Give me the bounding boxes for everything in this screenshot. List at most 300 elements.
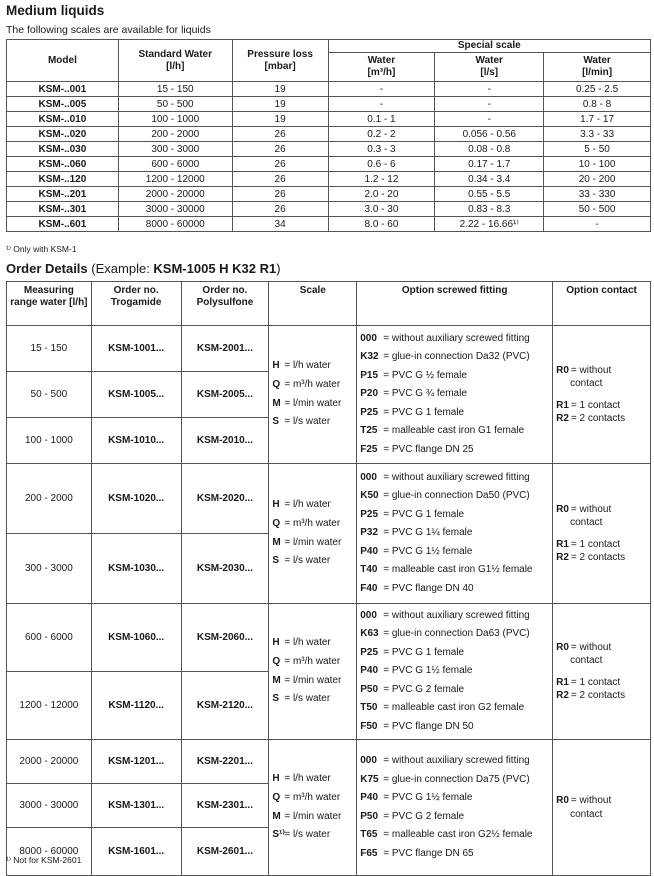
order-no-cell: KSM-2120... [181, 672, 269, 740]
value-cell: 19 [232, 112, 328, 127]
scale-desc: = l/h water [284, 359, 331, 371]
fitting-desc: = PVC G 1½ female [383, 665, 473, 677]
value-cell: - [328, 97, 435, 112]
order-no-cell: KSM-1020... [91, 464, 181, 534]
fitting-option [360, 422, 549, 441]
fitting-desc: = PVC flange DN 65 [383, 847, 474, 859]
fitting-option [360, 625, 549, 644]
fitting-code: T40 [360, 564, 378, 576]
fitting-desc: = without auxiliary screwed fitting [383, 609, 530, 621]
contact-option [556, 516, 647, 530]
value-cell: 300 - 3000 [118, 142, 232, 157]
value-cell: 19 [232, 82, 328, 97]
contact-code: R1 [556, 676, 569, 688]
model-cell: KSM-..060 [7, 157, 119, 172]
header-water-m3h: Water [m³/h] [328, 53, 435, 82]
value-cell: 0.34 - 3.4 [435, 172, 544, 187]
scale-option [272, 413, 353, 432]
header-fitting: Option screwed fitting [357, 282, 553, 326]
fitting-option [360, 845, 549, 864]
fitting-option [360, 789, 549, 808]
contact-option [556, 412, 647, 426]
scale-desc: = m³/h water [284, 791, 341, 803]
scale-option [272, 634, 353, 653]
fitting-desc: = PVC G 1 female [383, 406, 465, 418]
fitting-code: 000 [360, 471, 377, 483]
range-cell: 8000 - 60000 [7, 828, 92, 876]
contact-option [556, 808, 647, 822]
scale-code: S [272, 555, 280, 567]
scale-desc: = l/h water [284, 636, 331, 648]
contact-options [553, 464, 651, 604]
value-cell: 600 - 6000 [118, 157, 232, 172]
fitting-code: F50 [360, 720, 378, 732]
value-cell: 0.1 - 1 [328, 112, 435, 127]
fitting-desc: = PVC G 2 female [383, 683, 465, 695]
scale-desc: = l/h water [284, 498, 331, 510]
order-row [7, 326, 651, 372]
value-cell: 2.0 - 20 [328, 187, 435, 202]
contact-desc: = 1 contact [570, 538, 621, 550]
fitting-code: T25 [360, 425, 378, 437]
value-cell: 0.08 - 0.8 [435, 142, 544, 157]
scale-desc: = l/s water [284, 416, 331, 428]
value-cell: 8.0 - 60 [328, 217, 435, 232]
fitting-desc: = glue-in connection Da63 (PVC) [383, 628, 530, 640]
scale-code: H [272, 636, 280, 648]
fitting-option [360, 718, 549, 737]
fitting-option [360, 752, 549, 771]
order-no-cell: KSM-2301... [181, 784, 269, 828]
contact-code: R2 [556, 690, 569, 701]
contact-desc: = 2 contacts [570, 552, 626, 563]
scales-table [6, 39, 651, 232]
value-cell: - [435, 97, 544, 112]
order-no-cell: KSM-2005... [181, 372, 269, 418]
value-cell: 0.25 - 2.5 [544, 82, 651, 97]
value-cell: 0.55 - 5.5 [435, 187, 544, 202]
value-cell: 1200 - 12000 [118, 172, 232, 187]
fitting-option [360, 348, 549, 367]
fitting-desc: = glue-in connection Da32 (PVC) [383, 351, 530, 363]
value-cell: - [328, 82, 435, 97]
scale-code: H [272, 498, 280, 510]
order-table [6, 281, 651, 876]
spacer [556, 530, 647, 538]
order-footnote: ¹⁾ Not for KSM-2601 [6, 855, 82, 865]
order-no-cell: KSM-1001... [91, 326, 181, 372]
scale-desc: = l/min water [284, 536, 342, 548]
order-no-cell: KSM-1301... [91, 784, 181, 828]
fitting-option [360, 487, 549, 506]
contact-desc: = without [570, 503, 612, 515]
scale-row [7, 172, 651, 187]
fitting-desc: = without auxiliary screwed fitting [383, 471, 530, 483]
value-cell: 0.3 - 3 [328, 142, 435, 157]
scale-options [269, 604, 357, 740]
contact-option [556, 641, 647, 655]
fitting-desc: = PVC G 1¼ female [383, 527, 473, 539]
fitting-option [360, 644, 549, 663]
contact-option [556, 399, 647, 413]
contact-desc: = 2 contacts [570, 413, 626, 424]
scale-row [7, 217, 651, 232]
fitting-option [360, 469, 549, 488]
fitting-code: F40 [360, 582, 378, 594]
value-cell: 0.17 - 1.7 [435, 157, 544, 172]
fitting-option [360, 543, 549, 562]
scale-option [272, 770, 353, 789]
fitting-option [360, 699, 549, 718]
range-cell: 200 - 2000 [7, 464, 92, 534]
scale-code: Q [272, 378, 281, 390]
value-cell: 50 - 500 [118, 97, 232, 112]
order-no-cell: KSM-2010... [181, 418, 269, 464]
value-cell: 34 [232, 217, 328, 232]
contact-option [556, 654, 647, 668]
value-cell: 15 - 150 [118, 82, 232, 97]
range-cell: 300 - 3000 [7, 534, 92, 604]
scale-row [7, 127, 651, 142]
scale-code: Q [272, 655, 281, 667]
fitting-code: P40 [360, 792, 379, 803]
fitting-option [360, 385, 549, 404]
scale-option [272, 496, 353, 515]
scale-desc: = l/h water [284, 772, 331, 784]
order-no-cell: KSM-2201... [181, 740, 269, 784]
order-no-cell: KSM-2060... [181, 604, 269, 672]
header-scale: Scale [269, 282, 357, 326]
scale-desc: = m³/h water [284, 655, 341, 667]
header-water-lmin: Water [l/min] [544, 53, 651, 82]
range-cell: 100 - 1000 [7, 418, 92, 464]
fitting-desc: = without auxiliary screwed fitting [383, 755, 530, 766]
scale-options [269, 464, 357, 604]
fitting-code: T50 [360, 702, 378, 714]
scale-option [272, 552, 353, 571]
scale-desc: = l/min water [284, 810, 342, 822]
fitting-code: 000 [360, 609, 377, 621]
range-cell: 3000 - 30000 [7, 784, 92, 828]
order-no-cell: KSM-1601... [91, 828, 181, 876]
fitting-desc: = PVC G 1½ female [383, 792, 473, 803]
fitting-option [360, 506, 549, 525]
scale-option [272, 357, 353, 376]
fitting-desc: = PVC G 1½ female [383, 545, 473, 557]
fitting-desc: = PVC flange DN 25 [383, 443, 474, 455]
contact-code: R0 [556, 503, 569, 515]
contact-code: R2 [556, 552, 569, 563]
fitting-desc: = PVC flange DN 50 [383, 720, 474, 732]
fitting-desc: = PVC G ¾ female [383, 388, 467, 400]
header-standard: Standard Water [l/h] [118, 40, 232, 82]
fitting-code: T65 [360, 829, 378, 840]
contact-option [556, 538, 647, 552]
scale-code: Q [272, 791, 281, 803]
fitting-code: F65 [360, 847, 378, 859]
fitting-code: K50 [360, 490, 379, 502]
model-cell: KSM-..005 [7, 97, 119, 112]
fitting-code: P25 [360, 508, 379, 520]
fitting-code: K63 [360, 628, 379, 640]
range-cell: 1200 - 12000 [7, 672, 92, 740]
header-polysulfone: Order no. Polysulfone [181, 282, 269, 326]
scale-code: S [272, 693, 280, 705]
order-no-cell: KSM-1201... [91, 740, 181, 784]
fitting-option [360, 681, 549, 700]
fitting-option [360, 404, 549, 423]
range-cell: 600 - 6000 [7, 604, 92, 672]
contact-options [553, 604, 651, 740]
fitting-option [360, 367, 549, 386]
contact-desc: = without [570, 795, 612, 806]
order-no-cell: KSM-1010... [91, 418, 181, 464]
spacer [556, 668, 647, 676]
order-no-cell: KSM-2030... [181, 534, 269, 604]
fitting-code: 000 [360, 332, 377, 344]
model-cell: KSM-..601 [7, 217, 119, 232]
scale-desc: = l/s water [284, 829, 331, 841]
value-cell: 3000 - 30000 [118, 202, 232, 217]
fitting-desc: = PVC G 1 female [383, 646, 465, 658]
scale-code: M [272, 397, 281, 409]
order-no-cell: KSM-1060... [91, 604, 181, 672]
contact-code: R0 [556, 364, 569, 376]
contact-desc: contact [570, 655, 603, 666]
scale-options [269, 326, 357, 464]
scale-code: S [272, 416, 280, 428]
order-no-cell: KSM-1030... [91, 534, 181, 604]
fitting-option [360, 441, 549, 460]
contact-desc: = 1 contact [570, 399, 621, 411]
value-cell: 3.0 - 30 [328, 202, 435, 217]
scale-row [7, 187, 651, 202]
medium-liquids-subtitle: The following scales are available for liquids [6, 24, 211, 36]
contact-desc: = without [570, 364, 612, 376]
fitting-code: P40 [360, 665, 379, 677]
value-cell: 26 [232, 172, 328, 187]
fitting-desc: = PVC flange DN 40 [383, 582, 474, 594]
value-cell: 26 [232, 187, 328, 202]
contact-desc: contact [570, 517, 603, 528]
fitting-desc: = malleable cast iron G2 female [383, 702, 525, 714]
fitting-code: P50 [360, 810, 379, 822]
contact-option [556, 377, 647, 391]
contact-options [553, 740, 651, 876]
value-cell: 0.8 - 8 [544, 97, 651, 112]
fitting-code: P25 [360, 406, 379, 418]
scale-option [272, 515, 353, 534]
fitting-option [360, 662, 549, 681]
scale-option [272, 808, 353, 827]
fitting-desc: = without auxiliary screwed fitting [383, 332, 530, 344]
fitting-code: P40 [360, 545, 379, 557]
medium-liquids-title: Medium liquids [6, 3, 105, 18]
fitting-desc: = malleable cast iron G1½ female [383, 564, 533, 576]
fitting-desc: = malleable cast iron G1 female [383, 425, 525, 437]
scale-row [7, 202, 651, 217]
value-cell: 2.22 - 16.66¹⁾ [435, 217, 544, 232]
contact-option [556, 689, 647, 703]
spacer [556, 391, 647, 399]
header-model: Model [7, 40, 119, 82]
fitting-option [360, 561, 549, 580]
fitting-code: F25 [360, 443, 378, 455]
header-special-scale: Special scale [328, 40, 650, 53]
value-cell: 100 - 1000 [118, 112, 232, 127]
value-cell: 0.6 - 6 [328, 157, 435, 172]
fitting-option [360, 330, 549, 349]
value-cell: 26 [232, 142, 328, 157]
model-cell: KSM-..020 [7, 127, 119, 142]
value-cell: 3.3 - 33 [544, 127, 651, 142]
fitting-option [360, 607, 549, 626]
scale-row [7, 82, 651, 97]
header-range: Measuring range water [l/h] [7, 282, 92, 326]
value-cell: 10 - 100 [544, 157, 651, 172]
contact-code: R2 [556, 413, 569, 424]
contact-option [556, 364, 647, 378]
fitting-desc: = PVC G ½ female [383, 369, 467, 381]
scale-desc: = m³/h water [284, 378, 341, 390]
value-cell: 19 [232, 97, 328, 112]
model-cell: KSM-..010 [7, 112, 119, 127]
scale-options [269, 740, 357, 876]
contact-desc: = 2 contacts [570, 690, 626, 701]
model-cell: KSM-..201 [7, 187, 119, 202]
scale-option [272, 534, 353, 553]
value-cell: - [544, 217, 651, 232]
value-cell: - [435, 112, 544, 127]
contact-option [556, 551, 647, 565]
scale-code: Q [272, 517, 281, 529]
contact-desc: = 1 contact [570, 676, 621, 688]
scale-row [7, 112, 651, 127]
scale-desc: = l/min water [284, 397, 342, 409]
scale-code: H [272, 359, 280, 371]
fitting-option [360, 808, 549, 827]
model-cell: KSM-..120 [7, 172, 119, 187]
value-cell: 50 - 500 [544, 202, 651, 217]
contact-code: R1 [556, 538, 569, 550]
order-no-cell: KSM-1005... [91, 372, 181, 418]
scale-code: M [272, 674, 281, 686]
fitting-options [357, 740, 553, 876]
contact-option [556, 676, 647, 690]
value-cell: 200 - 2000 [118, 127, 232, 142]
fitting-code: K32 [360, 351, 379, 363]
header-pressure: Pressure loss [mbar] [232, 40, 328, 82]
order-no-cell: KSM-2001... [181, 326, 269, 372]
contact-desc: contact [570, 378, 603, 389]
scales-footnote: ¹⁾ Only with KSM-1 [6, 244, 77, 254]
value-cell: 5 - 50 [544, 142, 651, 157]
value-cell: 26 [232, 202, 328, 217]
contact-desc: contact [570, 808, 603, 820]
value-cell: 1.7 - 17 [544, 112, 651, 127]
value-cell: 8000 - 60000 [118, 217, 232, 232]
scale-row [7, 157, 651, 172]
contact-code: R1 [556, 399, 569, 411]
header-water-ls: Water [l/s] [435, 53, 544, 82]
order-no-cell: KSM-1120... [91, 672, 181, 740]
fitting-code: P50 [360, 683, 379, 695]
value-cell: 1.2 - 12 [328, 172, 435, 187]
scale-desc: = m³/h water [284, 517, 341, 529]
value-cell: 0.83 - 8.3 [435, 202, 544, 217]
order-no-cell: KSM-2020... [181, 464, 269, 534]
scale-row [7, 97, 651, 112]
contact-option [556, 503, 647, 517]
value-cell: - [435, 82, 544, 97]
model-cell: KSM-..301 [7, 202, 119, 217]
scale-row [7, 142, 651, 157]
value-cell: 0.2 - 2 [328, 127, 435, 142]
order-details-title: Order Details (Example: KSM-1005 H K32 R1) [6, 261, 281, 276]
value-cell: 33 - 330 [544, 187, 651, 202]
header-contact: Option contact [553, 282, 651, 326]
scale-option [272, 376, 353, 395]
fitting-code: P25 [360, 646, 379, 658]
value-cell: 26 [232, 157, 328, 172]
fitting-option [360, 524, 549, 543]
fitting-code: P15 [360, 369, 379, 381]
fitting-option [360, 580, 549, 599]
fitting-options [357, 326, 553, 464]
contact-options [553, 326, 651, 464]
fitting-code: 000 [360, 755, 377, 766]
scale-code: M [272, 810, 281, 822]
fitting-desc: = PVC G 2 female [383, 810, 465, 822]
fitting-code: K75 [360, 773, 379, 785]
scale-option [272, 826, 353, 845]
fitting-option [360, 826, 549, 845]
scale-code: H [272, 772, 280, 784]
model-cell: KSM-..001 [7, 82, 119, 97]
value-cell: 0.056 - 0.56 [435, 127, 544, 142]
scale-code: M [272, 536, 281, 548]
scale-option [272, 789, 353, 808]
value-cell: 26 [232, 127, 328, 142]
header-trogamide: Order no. Trogamide [91, 282, 181, 326]
scale-option [272, 395, 353, 414]
scale-desc: = l/s water [284, 693, 331, 705]
fitting-desc: = glue-in connection Da50 (PVC) [383, 490, 530, 502]
contact-code: R0 [556, 641, 569, 653]
fitting-desc: = malleable cast iron G2½ female [383, 829, 533, 840]
fitting-options [357, 604, 553, 740]
scale-option [272, 653, 353, 672]
scale-option [272, 672, 353, 691]
fitting-desc: = glue-in connection Da75 (PVC) [383, 773, 530, 785]
contact-code: R0 [556, 795, 569, 806]
fitting-option [360, 771, 549, 790]
contact-option [556, 794, 647, 808]
fitting-code: P32 [360, 527, 379, 539]
scale-desc: = l/min water [284, 674, 342, 686]
fitting-options [357, 464, 553, 604]
order-no-cell: KSM-2601... [181, 828, 269, 876]
range-cell: 15 - 150 [7, 326, 92, 372]
contact-desc: = without [570, 641, 612, 653]
scale-desc: = l/s water [284, 555, 331, 567]
value-cell: 20 - 200 [544, 172, 651, 187]
model-cell: KSM-..030 [7, 142, 119, 157]
range-cell: 2000 - 20000 [7, 740, 92, 784]
fitting-desc: = PVC G 1 female [383, 508, 465, 520]
range-cell: 50 - 500 [7, 372, 92, 418]
order-row [7, 464, 651, 534]
